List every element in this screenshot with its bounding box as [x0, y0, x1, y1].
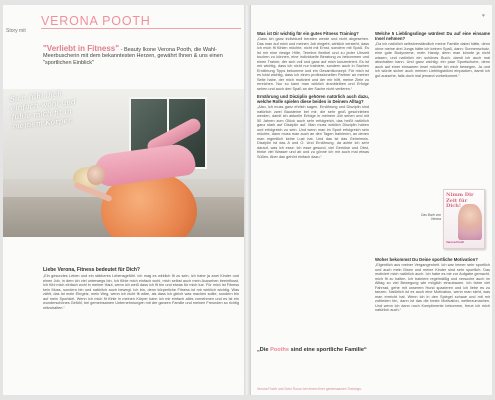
- intro-column: [43, 267, 239, 310]
- story-tag: Story mit: [6, 28, 26, 34]
- title-divider: [41, 28, 241, 29]
- person-head: [87, 165, 105, 185]
- right-column-2: [375, 31, 490, 191]
- book-title: Nimm Dir Zeit für Dich!: [446, 192, 474, 209]
- heart-icon: ♥: [482, 13, 485, 19]
- book-author: Verona Pooth: [446, 240, 465, 244]
- question-island: Welche 5 Lieblingsdinge würdest Du auf eine einsame Insel nehmen?: [375, 31, 490, 41]
- pull-quote-lead: „Die: [257, 347, 271, 353]
- intro-answer: „Ein gesundes Leben und ein stärkeres Lebensgefühl. Ich mag es wirklich fit zu sein, ich habe ja zwei Kinder und einen Job, in dem ich viel unterwegs bin. Ich fühle mich einfach wohl, mich selbst auch mein Aussehen beeinflusst. Ich fühl mich einfach wohl in meiner Haut, wenn ich weiß dass ich fit bin und etwas für mich tue. Für mich ist Fitness kein Muss, sondern bin und natürlich auch bewegt. Ich bin, denn körperliche Fitness ist mir wirklich wichtig. Was zählt, das ist mein Ehrgeiz, mein Weg, wenn ich nicht fit wäre, als dass ich gleich was machen sollte, sondern bin auf mein Sportziel. Wenn ich mich fit fühle in meinen Körper kann ich mir einfach alles vornehmen und es ist ein wunderschönes Gefühl, bei gemeinsamen Unternehmungen mit der ganzen Familie und meinen Freunden so richtig mitzuhalten.“: [43, 274, 239, 310]
- headline-lead: "Verliebt in Fitness": [43, 44, 120, 53]
- pull-quote-accent: Pooths: [270, 347, 290, 353]
- answer-training: „Dass ich ganz individuell beraten werde und nicht abgesehen. Das man auf mich und meinen Job eingeht, wirklich versteht, dass ich mich fit fühlen möchte, nicht mit Ernst, sondern mit Spaß. Es ist mir eine riesige Hilfe, Termine flexibel und zu jeder Uhrzeit buchen zu können, eine individuelle Beratung zu bekommen und einen Trainer, der sich voll und ganz auf mich konzentriert. Es ist mir wichtig, dass ich nicht nur trainiere, sondern auch in Sachen Ernährung Tipps bekomme und ein Gesamtkonzept. Für mich ist es total wichtig, dass ich einen professionellen Partner an meiner Seite habe, der mich motiviert und der mir hilft, meine Ziele zu erreichen. Nur so kann man wirklich dranbleiben und Erfolge sehen und auch den Spaß an der Sache nicht verlieren.“: [257, 37, 369, 91]
- answer-motivation: „Eigentlich aus meiner Vergangenheit. Ich war immer sehr sportlich und auch mein Mann und meine Kinder sind sehr sportlich. Das motiviert mich natürlich auch. Ich habe es mir zur Aufgabe gemacht, mich fit zu halten. Ich trainiere regelmäßig und versuche auch im Alltag so viel Bewegung wie möglich einzubauen. Ich fahre viel Fahrrad, gehe mit unserem Hund spazieren und ich liebe es zu tanzen. Natürlich ist es auch eine Motivation, wenn man sieht, was man erreicht hat. Wenn ich in den Spiegel schaue und mit mir zufrieden bin, dann ist das die beste Motivation, weiterzumachen. Und wenn ich dann noch Komplimente bekomme, freue ich mich natürlich auch.“: [375, 263, 490, 312]
- page-gutter: [244, 5, 251, 395]
- pull-quote-rest: sind eine sportliche Familie“: [289, 347, 367, 353]
- question-nutrition: Ernährung und Disziplin gehören natürlich auch dazu, welche Rolle spielen diese beiden in Deinem Alltag?: [257, 94, 369, 104]
- headline: [43, 46, 239, 66]
- question-motivation: Woher bekommst Du Deine sportliche Motivation?: [375, 257, 478, 262]
- hero-photo: [3, 89, 244, 237]
- book-sticker: Das Buch von Verona: [421, 213, 441, 221]
- book-cover: [443, 189, 485, 249]
- right-page: [251, 5, 492, 395]
- photo-quote: Sich fühl dich einfach wohl und fühle mich fit in meinem Körper.: [9, 89, 77, 131]
- left-page: [3, 5, 244, 395]
- photo-caption: Verona Pooth und Sohn Rocco bei einem ihrer gemeinsamen Trainings.: [257, 387, 362, 391]
- intro-question: Liebe Verona, Fitness bedeutet für Dich?: [43, 267, 140, 273]
- answer-nutrition: „Also, ich muss ganz ehrlich sagen, Ernährung und Disziplin sind natürlich zwei Bausteine bei mir, die sehr groß geschrieben werden, damit ich aktuelle Erfolge in meinem Job sehen und mit 50 Jahren zum Glück auch sehr erfolgreich, das heißt natürlich ganz stark auf Disziplin auf. Man muss wirklich Disziplin haben und erfolgreich zu sein. Und wenn man im Sport erfolgreich sein möchte, dann muss man auch an den Tagen trainieren, an denen man eigentlich keine Lust hat. Und das ist das Geheimnis. Disziplin ist das A und O. Und Ernährung, da achte ich sehr darauf, was ich esse. Ich esse gesund, viel Gemüse und Obst, trinke viel Wasser und ab und zu gönne ich mir auch mal etwas Süßes. Aber das gehört einfach dazu.“: [257, 105, 369, 159]
- question-training: Was ist Dir wichtig für ein gutes Fitness Training?: [257, 31, 359, 36]
- pull-quote: [257, 347, 369, 354]
- right-column-2-lower: [375, 257, 490, 392]
- answer-island: „Da ich natürlich selbstverständlich meine Familie dabei hätte, denn ohne meine drei Jungs hätte ich keinen Spaß, dann: Sonnenschutz, eine gute Bodycreme, mein Handy, denn man könnte ja nicht wissen, und natürlich ein schönes Buch, damit ich auch mal abschalten kann. Und ganz wichtig: ein paar Sportschuhe, denn auch auf einer einsamen Insel möchte ich mich bewegen. Ja und ich würde sicher auch meinen Lieblingsbikini einpacken, damit ich gut aussehe, falls doch mal jemand vorbeikommt.“: [375, 42, 490, 78]
- page-title: VERONA POOTH: [41, 14, 151, 28]
- right-column-1: [257, 31, 369, 159]
- headline-rest: - Beauty Ikone Verona Pooth, die Wahl-Meerbuscherin mit dem bekanntesten Herzen, gewährt Ihnen & uns einen "sportlichen Einblick": [43, 47, 223, 66]
